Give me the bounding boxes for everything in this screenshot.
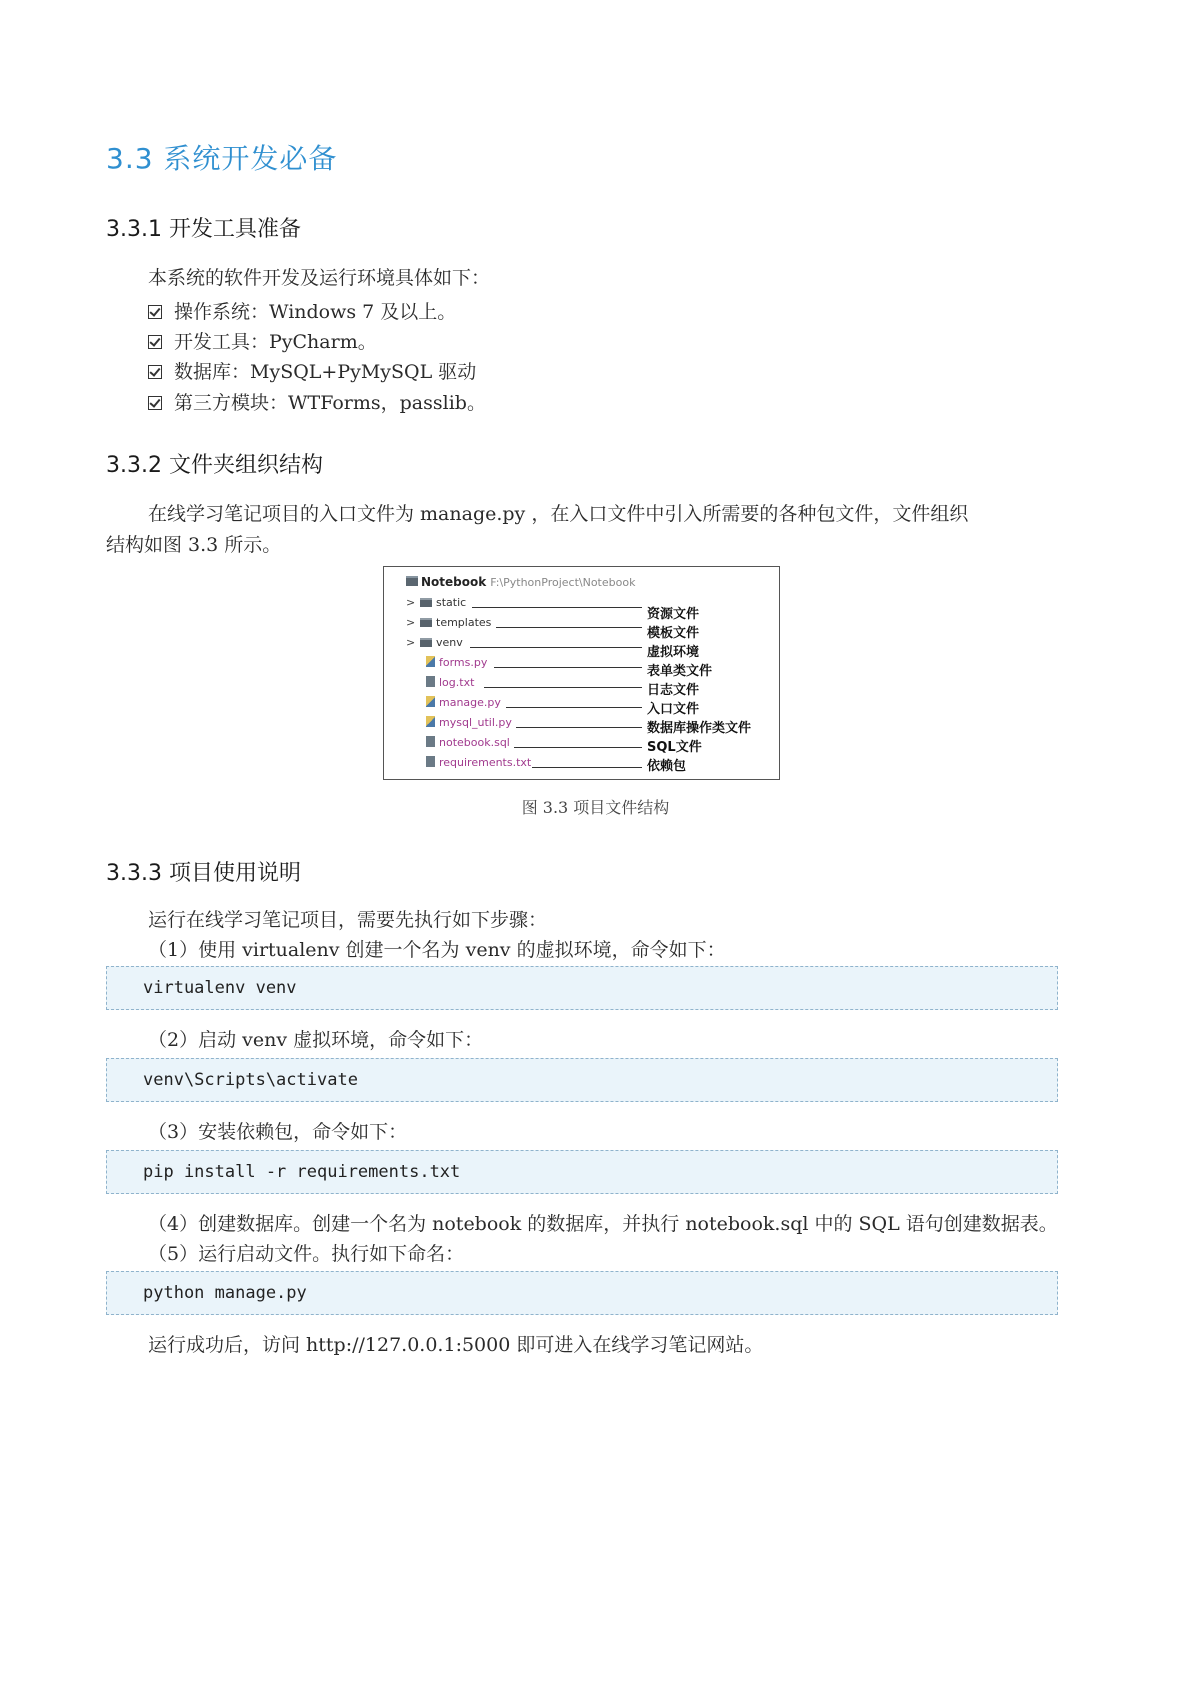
tree-item-name: notebook.sql xyxy=(439,736,510,749)
leader-line xyxy=(470,647,642,648)
leader-line xyxy=(516,727,642,728)
code-block xyxy=(106,1058,1058,1102)
tree-item-name: requirements.txt xyxy=(439,756,532,769)
figure-caption: 图 3.3 项目文件结构 xyxy=(521,798,670,817)
paragraph-332-line1: 在线学习笔记项目的入口文件为 manage.py ，在入口文件中引入所需要的各种包文件，文件组织 xyxy=(148,503,969,525)
step-2: （2）启动 venv 虚拟环境，命令如下： xyxy=(148,1029,484,1051)
leader-line xyxy=(506,707,642,708)
check-item-text: 第三方模块：WTForms，passlib。 xyxy=(174,392,486,414)
code-text: virtualenv venv xyxy=(143,978,297,998)
outro-text: 运行成功后，访问 http://127.0.0.1:5000 即可进入在线学习笔记网站。 xyxy=(148,1334,764,1356)
intro-333: 运行在线学习笔记项目，需要先执行如下步骤： xyxy=(148,909,548,931)
code-text: pip install -r requirements.txt xyxy=(143,1162,461,1182)
code-text: venv\Scripts\activate xyxy=(143,1070,358,1090)
step-3: （3）安装依赖包，命令如下： xyxy=(148,1121,408,1143)
leader-line xyxy=(484,687,642,688)
checkbox-checked-icon xyxy=(148,305,162,319)
root-path: F:\PythonProject\Notebook xyxy=(490,576,636,589)
leader-line xyxy=(494,667,642,668)
text-file-icon xyxy=(426,676,435,687)
chevron-right-icon: > xyxy=(406,596,416,609)
chevron-right-icon: > xyxy=(406,616,416,629)
tree-item-name: manage.py xyxy=(439,696,501,709)
check-item xyxy=(148,297,456,324)
tree-root xyxy=(406,575,635,589)
leader-line xyxy=(532,767,642,768)
tree-item-desc: 资源文件 xyxy=(647,607,700,622)
tree-row xyxy=(426,676,474,694)
tree-row xyxy=(426,756,531,774)
check-item-text: 开发工具：PyCharm。 xyxy=(174,331,377,353)
tree-item-desc: 数据库操作类文件 xyxy=(647,721,752,736)
step-1: （1）使用 virtualenv 创建一个名为 venv 的虚拟环境，命令如下： xyxy=(148,939,726,961)
check-item xyxy=(148,388,486,415)
check-item xyxy=(148,357,476,384)
tree-item-desc: SQL文件 xyxy=(647,740,702,755)
tree-row xyxy=(426,736,510,754)
tree-item-desc: 依赖包 xyxy=(647,759,687,774)
check-item xyxy=(148,327,377,354)
tree-item-name: log.txt xyxy=(439,676,475,689)
python-file-icon xyxy=(426,696,435,707)
checkbox-checked-icon xyxy=(148,396,162,410)
check-item-text: 数据库：MySQL+PyMySQL 驱动 xyxy=(174,361,477,383)
subsection-title-331: 3.3.1 开发工具准备 xyxy=(106,217,301,242)
checkbox-checked-icon xyxy=(148,335,162,349)
intro-331: 本系统的软件开发及运行环境具体如下： xyxy=(148,267,491,289)
code-block xyxy=(106,1150,1058,1194)
tree-item-name: static xyxy=(436,596,467,609)
code-block xyxy=(106,966,1058,1010)
folder-icon xyxy=(420,638,432,647)
tree-item-desc: 入口文件 xyxy=(647,702,700,717)
tree-item-desc: 虚拟环境 xyxy=(647,645,700,660)
code-text: python manage.py xyxy=(143,1283,307,1303)
tree-row xyxy=(426,716,512,734)
root-name: Notebook xyxy=(421,575,487,589)
text-file-icon xyxy=(426,756,435,767)
tree-row xyxy=(406,636,463,654)
checkbox-checked-icon xyxy=(148,365,162,379)
folder-icon xyxy=(420,618,432,627)
code-block xyxy=(106,1271,1058,1315)
section-title: 3.3 系统开发必备 xyxy=(106,142,338,175)
tree-item-name: mysql_util.py xyxy=(439,716,512,729)
paragraph-332-line2: 结构如图 3.3 所示。 xyxy=(106,534,282,556)
subsection-title-333: 3.3.3 项目使用说明 xyxy=(106,861,301,886)
project-structure-figure xyxy=(383,566,780,780)
tree-item-desc: 日志文件 xyxy=(647,683,700,698)
tree-row xyxy=(406,596,466,614)
tree-row xyxy=(406,616,491,634)
python-file-icon xyxy=(426,716,435,727)
leader-line xyxy=(514,747,642,748)
tree-item-desc: 表单类文件 xyxy=(647,664,713,679)
tree-row xyxy=(426,656,487,674)
step-4: （4）创建数据库。创建一个名为 notebook 的数据库，并执行 notebook.sql 中的 SQL 语句创建数据表。 xyxy=(148,1213,1058,1235)
tree-item-name: venv xyxy=(436,636,463,649)
python-file-icon xyxy=(426,656,435,667)
tree-row xyxy=(426,696,501,714)
leader-line xyxy=(472,607,642,608)
check-item-text: 操作系统：Windows 7 及以上。 xyxy=(174,301,457,323)
chevron-right-icon: > xyxy=(406,636,416,649)
tree-item-desc: 模板文件 xyxy=(647,626,700,641)
sql-file-icon xyxy=(426,736,435,747)
tree-item-name: templates xyxy=(436,616,492,629)
step-5: （5）运行启动文件。执行如下命名： xyxy=(148,1243,465,1265)
subsection-title-332: 3.3.2 文件夹组织结构 xyxy=(106,453,323,478)
folder-icon xyxy=(420,598,432,607)
tree-item-name: forms.py xyxy=(439,656,488,669)
folder-icon xyxy=(406,576,418,586)
leader-line xyxy=(496,627,642,628)
